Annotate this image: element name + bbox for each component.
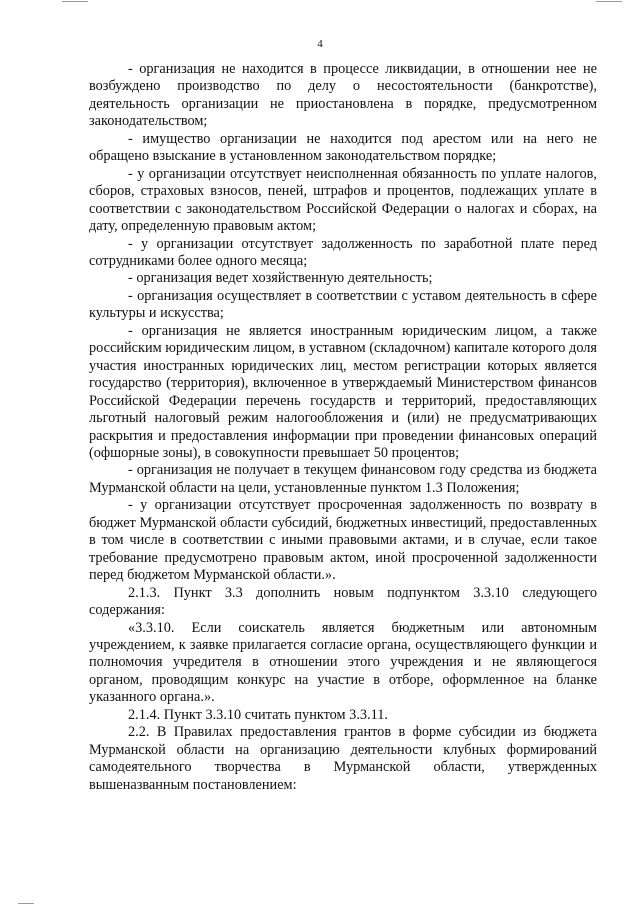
paragraph-regional-budget-funds: - организация не получает в текущем финансовом году средства из бюджета Мурманской области на цели, установленные пунктом 1.3 Положения;	[89, 462, 597, 496]
scan-edge-mark-top-right	[596, 1, 622, 2]
paragraph-2-2: 2.2. В Правилах предоставления грантов в форме субсидии из бюджета Мурманской области на организацию деятельности клубных формирований самодеятельного творчества в Мурманской области, утвержденных вышеназванным постановлением:	[89, 724, 597, 793]
paragraph-overdue-debt: - у организации отсутствует просроченная задолженность по возврату в бюджет Мурманской области субсидий, бюджетных инвестиций, предоставленных в том числе в соответствии с иными правовыми актами, и в случае, если такое требование предусмотрено правовым актом, иной просроченной задолженности перед бюджетом Мурманской области.».	[89, 497, 597, 584]
paragraph-2-1-3: 2.1.3. Пункт 3.3 дополнить новым подпунктом 3.3.10 следующего содержания:	[89, 584, 597, 619]
paragraph-tax-obligations: - у организации отсутствует неисполненная обязанность по уплате налогов, сборов, страховых взносов, пеней, штрафов и процентов, подлежащих уплате в соответствии с законодательством Российской Федерации о налогах и сборах, на дату, определенную правовым актом;	[89, 165, 597, 235]
paragraph-salary-debt: - у организации отсутствует задолженность по заработной плате перед сотрудниками более одного месяца;	[89, 235, 597, 269]
scan-edge-mark-top	[62, 1, 88, 2]
paragraph-foreign-entity: - организация не является иностранным юридическим лицом, а также российским юридическим лицом, в уставном (складочном) капитале которого доля участия иностранных юридических лиц, местом регистрации которых является государство (территория), включенное в утверждаемый Министерством финансов Российской Федерации перечень государств и территорий, предоставляющих льготный налоговый режим налогообложения и (или) не предусматривающих раскрытия и предоставления информации при проведении финансовых операций (офшорные зоны), в совокупности превышает 50 процентов;	[89, 322, 597, 461]
paragraph-property-arrest: - имущество организации не находится под арестом или на него не обращено взыскание в установленном законодательством порядке;	[89, 130, 597, 165]
paragraph-culture-activity: - организация осуществляет в соответствии с уставом деятельность в сфере культуры и искусства;	[89, 287, 597, 322]
paragraph-3-3-10-quote: «3.3.10. Если соискатель является бюджетным или автономным учреждением, к заявке прилагается согласие органа, осуществляющего функции и полномочия учредителя в отношении этого учреждения и не являющегося органом, проводящим конкурс на участие в отборе, оформленное на бланке указанного органа.».	[89, 619, 597, 706]
paragraph-2-1-4: 2.1.4. Пункт 3.3.10 считать пунктом 3.3.11.	[128, 706, 388, 723]
paragraph-economic-activity: - организация ведет хозяйственную деятельность;	[128, 270, 433, 287]
scan-edge-mark-bottom	[18, 903, 34, 904]
paragraph-liquidation: - организация не находится в процессе ликвидации, в отношении нее не возбуждено производство по делу о несостоятельности (банкротстве), деятельность организации не приостановлена в порядке, предусмотренном законодательством;	[89, 61, 597, 130]
document-body	[89, 61, 597, 794]
page-number: 4	[317, 38, 323, 50]
